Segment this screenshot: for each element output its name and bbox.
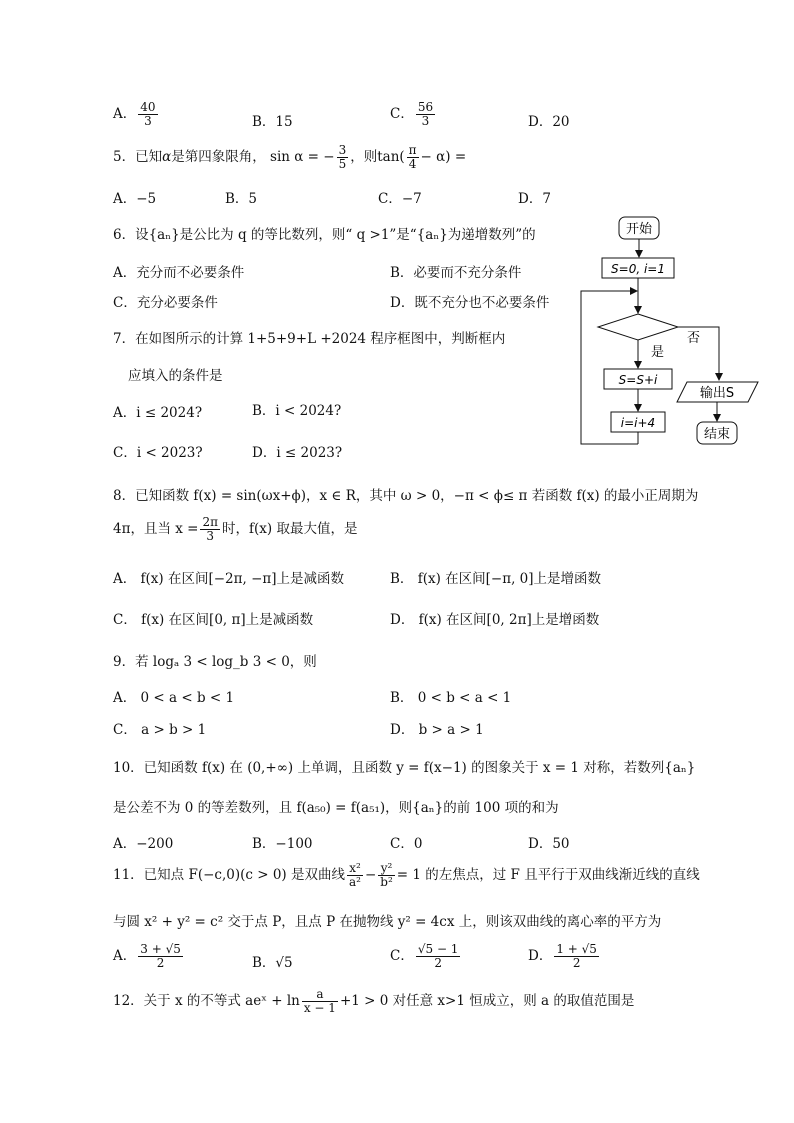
q10-stem-line1: 10．已知函数 f(x) 在 (0,+∞) 上单调，且函数 y = f(x−1) 的图象关于 x = 1 对称，若数列{aₙ}	[113, 760, 696, 776]
q10-option-d: D．50	[528, 836, 570, 852]
flow-init-text: S=0, i=1	[611, 262, 665, 276]
q9-option-d: D． b > a > 1	[390, 722, 484, 738]
q6-option-c: C．充分必要条件	[113, 295, 218, 311]
q9-stem: 9．若 logₐ 3 < log_b 3 < 0，则	[113, 654, 317, 670]
q7-stem-line2: 应填入的条件是	[128, 368, 223, 384]
q4-option-a: A． $\frac{40}{3}$	[113, 100, 156, 129]
q9-option-a: A． 0 < a < b < 1	[113, 690, 235, 706]
q12-stem: 12．关于 x 的不等式 aeˣ + ln $\frac{a}{x - 1}$ +1 > 0 对任意 x>1 恒成立，则 a 的取值范围是	[113, 987, 635, 1016]
q11-option-d: D． $\frac{1 + √5}{2}$	[528, 942, 597, 971]
q9-option-c: C． a > b > 1	[113, 722, 207, 738]
q11-stem-line1: 11．已知点 F(−c,0)(c > 0) 是双曲线 $\frac{\text{x²}}{\text{a²}}$ − $\frac{\text{y²}}{\text{b²}}$ = 1 的左焦点，过 F 且平行于双曲线渐近线的直线	[113, 861, 700, 890]
q8-option-a: A． f(x) 在区间[−2π, −π]上是减函数	[113, 571, 345, 587]
q8-option-d: D． f(x) 在区间[0, 2π]上是增函数	[390, 612, 600, 628]
flowchart	[575, 212, 765, 452]
q7-option-d: D．i ≤ 2023?	[252, 445, 343, 461]
flow-output-text: 输出S	[699, 386, 735, 401]
flow-increment-text: i=i+4	[620, 416, 656, 430]
q11-stem-line2: 与圆 x² + y² = c² 交于点 P，且点 P 在抛物线 y² = 4cx 上，则该双曲线的离心率的平方为	[113, 914, 662, 930]
q10-option-c: C．0	[390, 836, 423, 852]
q4-option-c: C． $\frac{56}{3}$	[390, 100, 434, 129]
q10-option-a: A．−200	[113, 836, 174, 852]
flow-start-text: 开始	[625, 222, 653, 237]
q6-option-b: B．必要而不充分条件	[390, 265, 522, 281]
q11-option-c: C． $\frac{√5 - 1}{2}$	[390, 942, 459, 971]
q4-option-b: B．15	[252, 114, 293, 130]
q6-stem: 6．设{aₙ}是公比为 q 的等比数列，则“ q >1”是“{aₙ}为递增数列”的	[113, 227, 536, 243]
q7-stem-line1: 7．在如图所示的计算 1+5+9+L +2024 程序框图中，判断框内	[113, 331, 506, 347]
flow-no-label: 否	[687, 331, 701, 346]
q6-option-d: D．既不充分也不必要条件	[390, 295, 550, 311]
q7-option-b: B．i < 2024?	[252, 403, 342, 419]
q5-option-b: B．5	[225, 191, 258, 207]
q8-stem-line2: 4π，且当 x = $\frac{2\pi}{3}$ 时，f(x) 取最大值，是	[113, 515, 358, 544]
q5-option-d: D．7	[518, 191, 551, 207]
flow-decision-node	[598, 314, 678, 340]
q7-option-a: A．i ≤ 2024?	[113, 405, 203, 421]
q7-option-c: C．i < 2023?	[113, 445, 203, 461]
flow-yes-label: 是	[651, 345, 665, 360]
q8-stem-line1: 8．已知函数 f(x) = sin(ωx+ϕ)，x ∈ R，其中 ω > 0，−π < ϕ≤ π 若函数 f(x) 的最小正周期为	[113, 488, 699, 504]
q9-option-b: B． 0 < b < a < 1	[390, 690, 512, 706]
q10-stem-line2: 是公差不为 0 的等差数列，且 f(a₅₀) = f(a₅₁)，则{aₙ}的前 100 项的和为	[113, 800, 559, 816]
q8-option-b: B． f(x) 在区间[−π, 0]上是增函数	[390, 571, 602, 587]
q11-option-a: A． $\frac{3 + √5}{2}$	[113, 942, 181, 971]
flow-end-text: 结束	[703, 427, 731, 442]
q8-option-c: C． f(x) 在区间[0, π]上是减函数	[113, 612, 314, 628]
q10-option-b: B．−100	[252, 836, 313, 852]
q11-option-b: B．√5	[252, 955, 293, 971]
flow-sum-text: S=S+i	[618, 373, 658, 387]
q5-option-a: A．−5	[113, 191, 157, 207]
q5-stem: 5．已知α是第四象限角， sin α = − $\frac{3}{5}$ ，则tan( $\frac{\pi}{4}$ − α) =	[113, 143, 467, 172]
q6-option-a: A．充分而不必要条件	[113, 265, 245, 281]
q5-option-c: C．−7	[378, 191, 422, 207]
q4-option-d: D．20	[528, 114, 570, 130]
